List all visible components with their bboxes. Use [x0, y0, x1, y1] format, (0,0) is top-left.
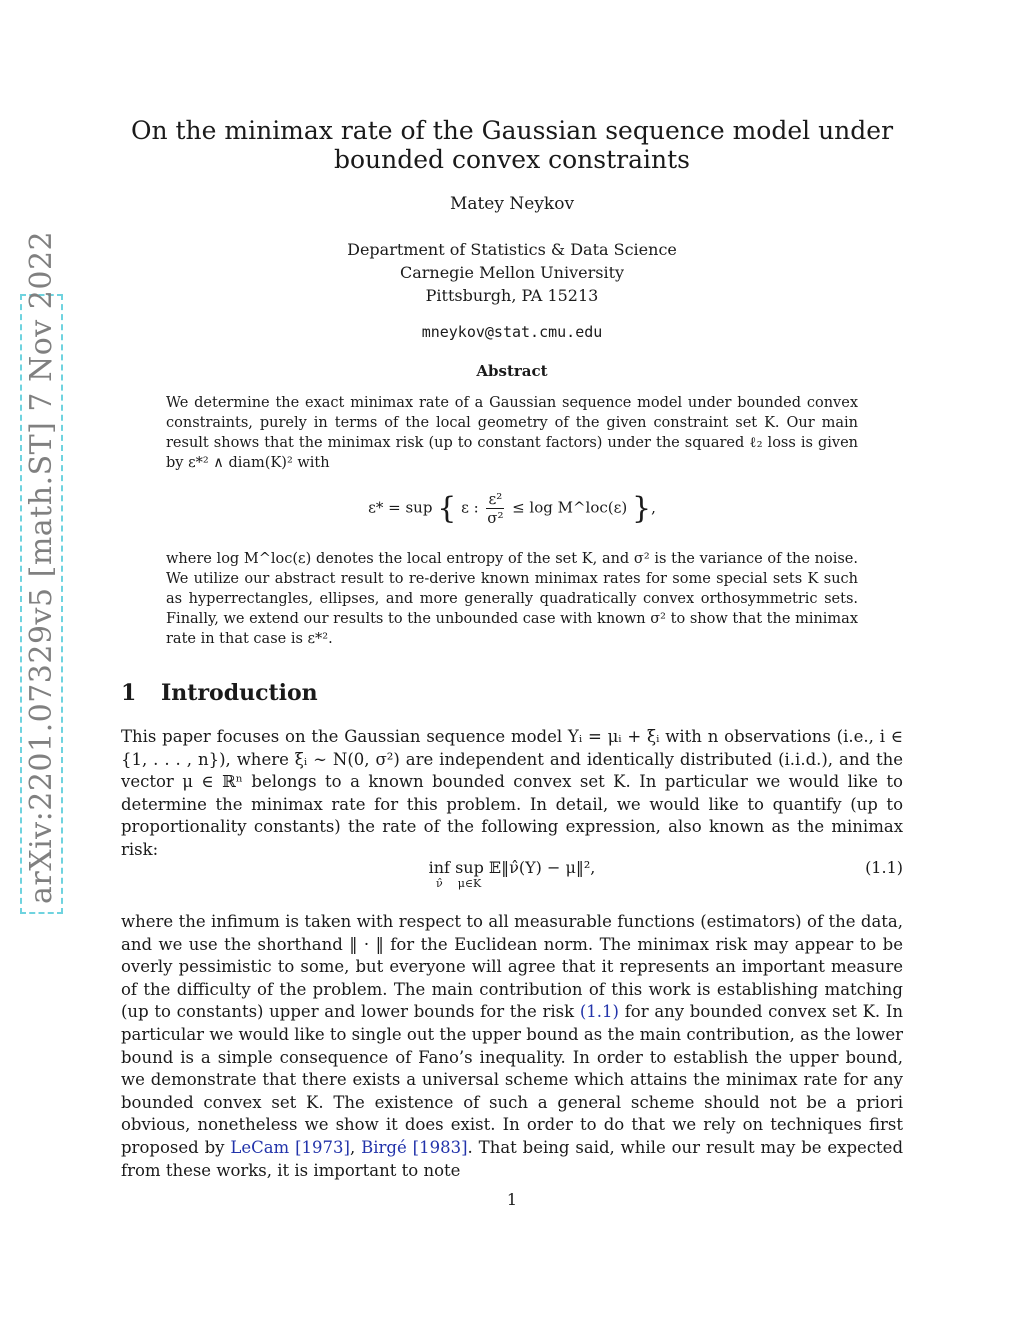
citation-separator: , — [349, 1137, 356, 1157]
paper-title — [0, 116, 1024, 174]
citation-birge[interactable]: Birgé — [361, 1137, 407, 1157]
eq-right: ≤ log M^loc(ε) — [512, 498, 628, 517]
eq-lhs: ε* = sup — [368, 498, 433, 517]
eq-body: 𝔼‖ν̂(Y) − μ‖², — [488, 858, 596, 877]
brace-close: } — [632, 491, 652, 526]
para2-part-b: for any bounded convex set K. In particular we would like to single out the upper bound as the main contribution, as the lower bound is a simple consequence of Fano’s inequality. In order to establish the upper bound, we demonstrate that there exists a universal scheme which attains the minimax rate for any bounded convex set K. The existence of such a general scheme should not be a priori obvious, nonetheless we show it does exist. In order to do that we rely on techniques first proposed by — [121, 1002, 903, 1157]
para2-part-a: where the infimum is taken with respect to all measurable functions (estimators) of the data, and we use the shorthand ‖ · ‖ for the Euclidean norm. The minimax risk may appear to be overly pessimistic to some, but everyone will agree that it represents an important measure of the difficulty of the problem. The main contribution of this work is establishing matching (up to constants) upper and lower bounds for the risk — [121, 912, 903, 1022]
section-title: Introduction — [161, 680, 318, 706]
affiliation-university: Carnegie Mellon University — [399, 263, 625, 282]
affiliation-department: Department of Statistics & Data Science — [347, 240, 677, 259]
eq-sup: sup — [455, 858, 484, 877]
title-line-1: On the minimax rate of the Gaussian sequence model under — [130, 116, 894, 145]
section-number: 1 — [121, 680, 137, 706]
citation-lecam[interactable]: LeCam — [230, 1137, 290, 1157]
equation-expression — [421, 858, 603, 890]
abstract-equation — [166, 490, 858, 527]
equation-tag: (1.1) — [865, 858, 903, 877]
equation-ref-link[interactable]: (1.1) — [579, 1002, 619, 1022]
eq-end: , — [651, 498, 656, 517]
eq-inf: inf — [428, 858, 450, 877]
eq-numerator: ε² — [488, 490, 503, 508]
citation-birge-year[interactable]: [1983] — [412, 1137, 468, 1157]
body-paragraph-2 — [121, 911, 903, 1182]
page-number: 1 — [506, 1190, 518, 1209]
affiliation-city: Pittsburgh, PA 15213 — [425, 286, 599, 305]
eq-inf-sub: ν̂ — [435, 877, 443, 890]
affiliation — [0, 238, 1024, 307]
abstract-paragraph-1: We determine the exact minimax rate of a Gaussian sequence model under bounded convex constraints, purely in terms of the local geometry of the given constraint set K. Our main result shows that the minimax risk (up to constant factors) under the squared ℓ₂ loss is given by ε*² ∧ diam(K)² with — [166, 395, 858, 471]
eq-inner-left: ε : — [461, 498, 479, 517]
title-line-2: bounded convex constraints — [334, 145, 690, 174]
arxiv-identifier: arXiv:2201.07329v5 [math.ST] 7 Nov 2022 — [20, 294, 63, 914]
eq-fraction — [486, 490, 504, 527]
abstract-paragraph-2: where log M^loc(ε) denotes the local entropy of the set K, and σ² is the variance of the noise. We utilize our abstract result to re-derive known minimax rates for some special sets K such as hyperrectangles, ellipses, and more generally quadratically convex orthosymmetric sets. Finally, we extend our results to the unbounded case with known σ² to show that the minimax rate in that case is ε*². — [166, 551, 858, 647]
eq-denominator: σ² — [487, 509, 504, 527]
citation-lecam-year[interactable]: [1973] — [295, 1137, 350, 1157]
para2-part-c: . That being said, while our result may be expected from these works, it is important to note — [121, 1137, 904, 1180]
eq-sup-sub: μ∈K — [457, 877, 482, 890]
body-paragraph-1: This paper focuses on the Gaussian sequence model Yᵢ = μᵢ + ξᵢ with n observations (i.e., i ∈ {1, . . . , n}), where ξᵢ ∼ N(0, σ²) are independent and identically distributed (i.i.d.), and the vector μ ∈ ℝⁿ belongs to a known bounded convex set K. In particular we would like to determine the minimax rate for this problem. In detail, we would like to quantify (up to proportionality constants) the rate of the following expression, also known as the minimax risk: — [121, 727, 903, 859]
author-email[interactable]: mneykov@stat.cmu.edu — [421, 323, 603, 341]
abstract-heading: Abstract — [476, 362, 548, 380]
author-name: Matey Neykov — [449, 194, 575, 214]
brace-open: { — [437, 491, 457, 526]
section-heading — [121, 680, 318, 706]
